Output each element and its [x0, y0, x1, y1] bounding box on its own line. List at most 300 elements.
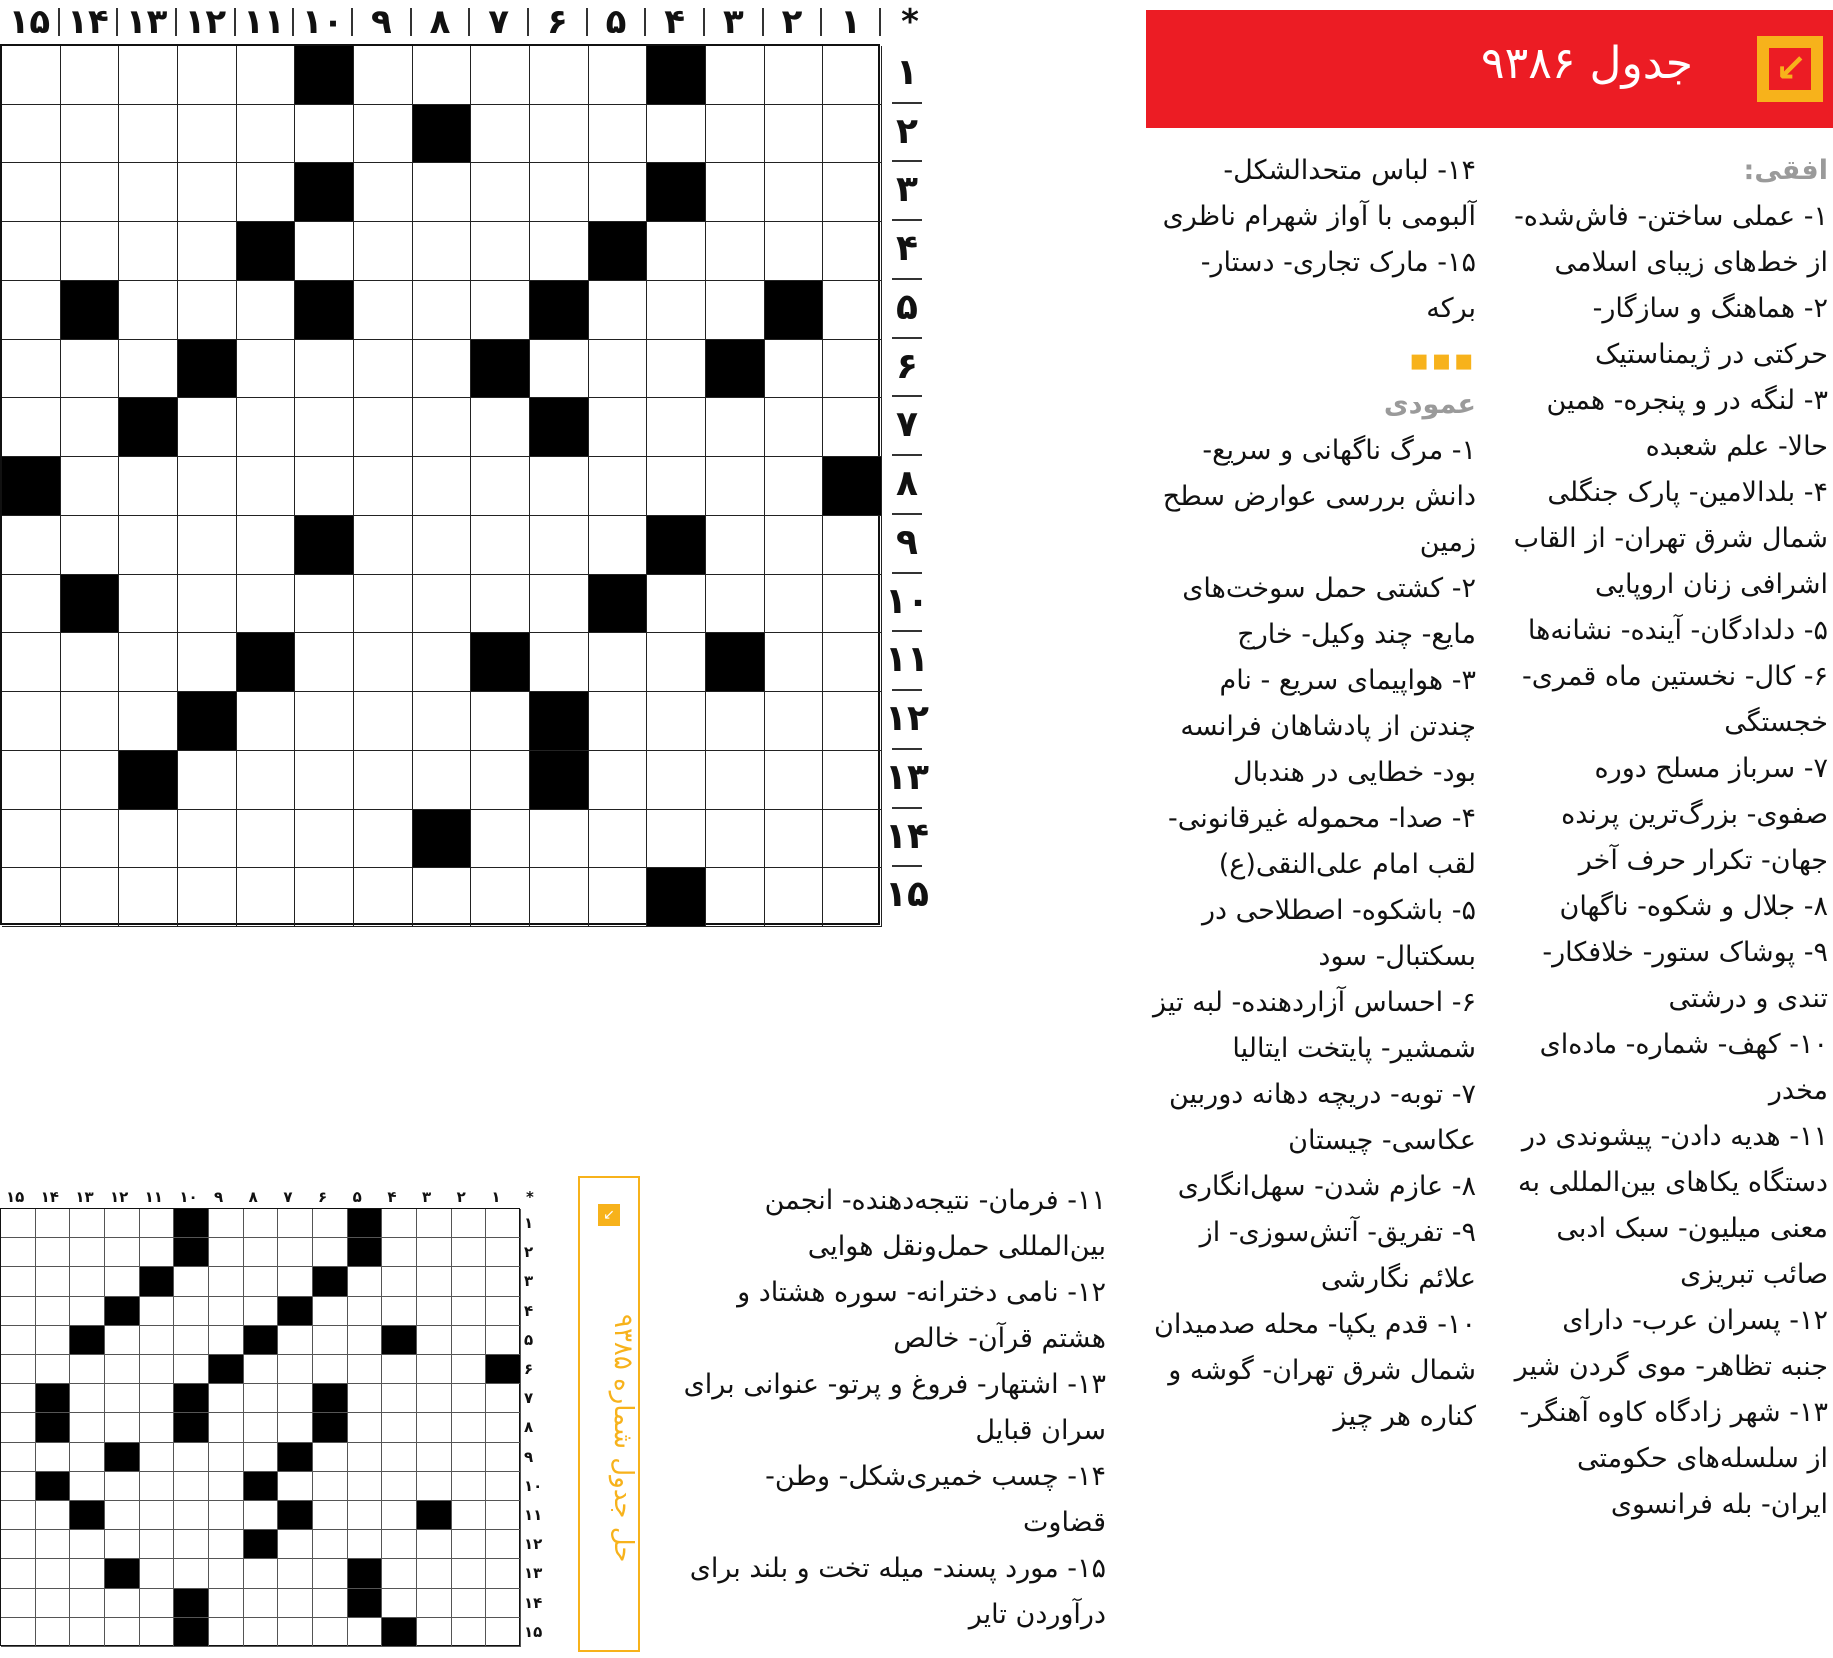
- grid-cell[interactable]: [2, 751, 61, 810]
- grid-cell[interactable]: [2, 105, 61, 164]
- solution-cell: [278, 1530, 313, 1559]
- grid-cell[interactable]: [471, 516, 530, 575]
- grid-cell[interactable]: [2, 810, 61, 869]
- grid-cell[interactable]: [706, 105, 765, 164]
- grid-cell[interactable]: [530, 692, 589, 751]
- grid-cell[interactable]: [823, 46, 882, 105]
- grid-cell[interactable]: [530, 163, 589, 222]
- grid-cell[interactable]: [295, 633, 354, 692]
- grid-cell[interactable]: [61, 751, 120, 810]
- grid-cell[interactable]: [178, 633, 237, 692]
- grid-cell[interactable]: [471, 222, 530, 281]
- grid-cell[interactable]: [237, 105, 296, 164]
- grid-cell[interactable]: [530, 457, 589, 516]
- grid-cell[interactable]: [765, 398, 824, 457]
- grid-cell[interactable]: [61, 105, 120, 164]
- solution-cell: [348, 1559, 383, 1588]
- grid-cell[interactable]: [354, 575, 413, 634]
- grid-cell[interactable]: [119, 868, 178, 927]
- solution-cell: [209, 1530, 244, 1559]
- grid-cell[interactable]: [61, 457, 120, 516]
- grid-cell[interactable]: [237, 516, 296, 575]
- grid-cell[interactable]: [237, 398, 296, 457]
- solution-cell: [313, 1238, 348, 1267]
- grid-cell[interactable]: [295, 751, 354, 810]
- grid-cell[interactable]: [119, 633, 178, 692]
- grid-cell[interactable]: [530, 340, 589, 399]
- grid-cell[interactable]: [413, 868, 472, 927]
- grid-cell[interactable]: [61, 692, 120, 751]
- grid-cell[interactable]: [823, 810, 882, 869]
- grid-cell[interactable]: [413, 105, 472, 164]
- grid-cell[interactable]: [2, 281, 61, 340]
- grid-cell[interactable]: [295, 46, 354, 105]
- grid-cell[interactable]: [295, 281, 354, 340]
- grid-cell[interactable]: [413, 633, 472, 692]
- grid-cell[interactable]: [765, 692, 824, 751]
- grid-cell[interactable]: [823, 398, 882, 457]
- grid-cell[interactable]: [647, 633, 706, 692]
- grid-cell[interactable]: [647, 810, 706, 869]
- grid-cell[interactable]: [471, 457, 530, 516]
- grid-cell[interactable]: [589, 222, 648, 281]
- grid-cell[interactable]: [706, 868, 765, 927]
- solution-cell: [244, 1530, 279, 1559]
- solution-cell: [70, 1326, 105, 1355]
- grid-cell[interactable]: [178, 222, 237, 281]
- grid-cell[interactable]: [471, 751, 530, 810]
- grid-cell[interactable]: [589, 516, 648, 575]
- row-separator: [892, 748, 922, 750]
- solution-row-number: ۶: [524, 1360, 534, 1378]
- grid-cell[interactable]: [2, 516, 61, 575]
- grid-cell[interactable]: [354, 398, 413, 457]
- solution-row-number: ۱۴: [524, 1593, 543, 1612]
- grid-cell[interactable]: [647, 516, 706, 575]
- grid-cell[interactable]: [354, 633, 413, 692]
- solution-cell: [313, 1297, 348, 1326]
- grid-cell[interactable]: [178, 457, 237, 516]
- grid-cell[interactable]: [354, 692, 413, 751]
- grid-cell[interactable]: [530, 810, 589, 869]
- solution-row-number: ۳: [524, 1272, 534, 1291]
- column-number: ۱۴: [67, 2, 109, 42]
- grid-cell[interactable]: [471, 281, 530, 340]
- grid-cell[interactable]: [765, 575, 824, 634]
- grid-cell[interactable]: [765, 516, 824, 575]
- grid-cell[interactable]: [413, 398, 472, 457]
- grid-cell[interactable]: [589, 281, 648, 340]
- grid-cell[interactable]: [706, 633, 765, 692]
- grid-cell[interactable]: [471, 692, 530, 751]
- solution-row-number: ۲: [524, 1243, 534, 1262]
- grid-cell[interactable]: [61, 575, 120, 634]
- grid-cell[interactable]: [237, 222, 296, 281]
- grid-cell[interactable]: [178, 398, 237, 457]
- grid-cell[interactable]: [354, 163, 413, 222]
- grid-cell[interactable]: [295, 575, 354, 634]
- grid-cell[interactable]: [237, 575, 296, 634]
- grid-cell[interactable]: [119, 340, 178, 399]
- grid-cell[interactable]: [237, 281, 296, 340]
- grid-cell[interactable]: [2, 46, 61, 105]
- grid-cell[interactable]: [119, 810, 178, 869]
- grid-cell[interactable]: [178, 810, 237, 869]
- solution-cell: [70, 1297, 105, 1326]
- solution-cell: [174, 1530, 209, 1559]
- grid-cell[interactable]: [471, 398, 530, 457]
- grid-cell[interactable]: [61, 810, 120, 869]
- grid-cell[interactable]: [530, 868, 589, 927]
- solution-cell: [486, 1355, 521, 1384]
- grid-cell[interactable]: [61, 46, 120, 105]
- grid-cell[interactable]: [237, 868, 296, 927]
- solution-cell: [174, 1559, 209, 1588]
- grid-cell[interactable]: [354, 810, 413, 869]
- row-number: ۷: [896, 404, 918, 446]
- grid-cell[interactable]: [589, 868, 648, 927]
- solution-cell: [105, 1472, 140, 1501]
- grid-cell[interactable]: [765, 105, 824, 164]
- grid-cell[interactable]: [530, 633, 589, 692]
- solution-cell: [36, 1355, 71, 1384]
- grid-cell[interactable]: [61, 163, 120, 222]
- grid-cell[interactable]: [119, 516, 178, 575]
- grid-cell[interactable]: [471, 868, 530, 927]
- grid-cell[interactable]: [413, 810, 472, 869]
- grid-cell[interactable]: [413, 281, 472, 340]
- solution-cell: [244, 1355, 279, 1384]
- grid-cell[interactable]: [823, 281, 882, 340]
- grid-cell[interactable]: [295, 163, 354, 222]
- grid-cell[interactable]: [2, 222, 61, 281]
- solution-row-number: ۱۲: [524, 1535, 543, 1554]
- grid-cell[interactable]: [823, 340, 882, 399]
- solution-cell: [313, 1589, 348, 1618]
- grid-cell[interactable]: [589, 575, 648, 634]
- solution-cell: [382, 1472, 417, 1501]
- grid-cell[interactable]: [765, 340, 824, 399]
- grid-cell[interactable]: [61, 633, 120, 692]
- solution-cell: [209, 1209, 244, 1238]
- grid-cell[interactable]: [119, 751, 178, 810]
- grid-cell[interactable]: [61, 281, 120, 340]
- grid-cell[interactable]: [706, 692, 765, 751]
- solution-cell: [140, 1355, 175, 1384]
- grid-cell[interactable]: [237, 633, 296, 692]
- solution-cell: [486, 1209, 521, 1238]
- grid-cell[interactable]: [413, 751, 472, 810]
- grid-cell[interactable]: [706, 340, 765, 399]
- solution-cell: [244, 1472, 279, 1501]
- grid-cell[interactable]: [647, 46, 706, 105]
- grid-cell[interactable]: [647, 281, 706, 340]
- grid-cell[interactable]: [354, 222, 413, 281]
- grid-cell[interactable]: [413, 692, 472, 751]
- solution-cell: [174, 1238, 209, 1267]
- grid-cell[interactable]: [61, 222, 120, 281]
- grid-cell[interactable]: [530, 575, 589, 634]
- solution-cell: [140, 1559, 175, 1588]
- grid-cell[interactable]: [61, 398, 120, 457]
- grid-cell[interactable]: [647, 340, 706, 399]
- row-number: ۳: [896, 169, 918, 211]
- grid-cell[interactable]: [765, 633, 824, 692]
- solution-cell: [382, 1209, 417, 1238]
- grid-cell[interactable]: [765, 281, 824, 340]
- grid-cell[interactable]: [589, 810, 648, 869]
- grid-cell[interactable]: [413, 575, 472, 634]
- grid-cell[interactable]: [119, 163, 178, 222]
- grid-cell[interactable]: [178, 46, 237, 105]
- solution-cell: [209, 1355, 244, 1384]
- grid-cell[interactable]: [237, 751, 296, 810]
- grid-cell[interactable]: [295, 692, 354, 751]
- solution-cell: [382, 1501, 417, 1530]
- solution-cell: [417, 1326, 452, 1355]
- grid-cell[interactable]: [2, 163, 61, 222]
- solution-cell: [382, 1297, 417, 1326]
- grid-cell[interactable]: [706, 163, 765, 222]
- solution-cell: [452, 1355, 487, 1384]
- grid-cell[interactable]: [413, 516, 472, 575]
- grid-cell[interactable]: [354, 105, 413, 164]
- solution-cell: [452, 1618, 487, 1647]
- grid-cell[interactable]: [589, 692, 648, 751]
- solution-row-number: ۱: [524, 1214, 534, 1232]
- grid-cell[interactable]: [647, 751, 706, 810]
- grid-cell[interactable]: [119, 692, 178, 751]
- grid-cell[interactable]: [647, 105, 706, 164]
- grid-cell[interactable]: [237, 810, 296, 869]
- grid-cell[interactable]: [471, 340, 530, 399]
- grid-cell[interactable]: [823, 105, 882, 164]
- grid-cell[interactable]: [119, 398, 178, 457]
- solution-cell: [36, 1559, 71, 1588]
- grid-cell[interactable]: [413, 163, 472, 222]
- solution-cell: [70, 1209, 105, 1238]
- grid-cell[interactable]: [647, 868, 706, 927]
- grid-cell[interactable]: [589, 398, 648, 457]
- grid-cell[interactable]: [61, 516, 120, 575]
- grid-cell[interactable]: [295, 810, 354, 869]
- grid-cell[interactable]: [2, 633, 61, 692]
- grid-cell[interactable]: [237, 692, 296, 751]
- grid-cell[interactable]: [765, 457, 824, 516]
- solution-cell: [486, 1472, 521, 1501]
- grid-cell[interactable]: [2, 868, 61, 927]
- solution-cell: [313, 1355, 348, 1384]
- solution-cell: [382, 1559, 417, 1588]
- grid-cell[interactable]: [765, 46, 824, 105]
- grid-cell[interactable]: [706, 222, 765, 281]
- grid-cell[interactable]: [178, 692, 237, 751]
- grid-cell[interactable]: [471, 163, 530, 222]
- grid-cell[interactable]: [647, 692, 706, 751]
- grid-cell[interactable]: [354, 457, 413, 516]
- grid-cell[interactable]: [706, 810, 765, 869]
- grid-cell[interactable]: [647, 575, 706, 634]
- grid-cell[interactable]: [706, 46, 765, 105]
- grid-cell[interactable]: [295, 516, 354, 575]
- grid-cell[interactable]: [295, 868, 354, 927]
- grid-cell[interactable]: [823, 692, 882, 751]
- grid-cell[interactable]: [178, 575, 237, 634]
- solution-cell: [105, 1589, 140, 1618]
- grid-cell[interactable]: [823, 575, 882, 634]
- grid-cell[interactable]: [647, 398, 706, 457]
- solution-cell: [417, 1501, 452, 1530]
- solution-cell: [417, 1472, 452, 1501]
- grid-cell[interactable]: [530, 516, 589, 575]
- grid-cell[interactable]: [589, 46, 648, 105]
- grid-cell[interactable]: [237, 457, 296, 516]
- grid-cell[interactable]: [530, 398, 589, 457]
- grid-cell[interactable]: [413, 46, 472, 105]
- across-clue-4: ۴- بلدالامین- پارک جنگلی شمال شرق تهران- از القاب اشرافی زنان اروپایی: [1513, 477, 1828, 600]
- grid-cell[interactable]: [119, 46, 178, 105]
- grid-cell[interactable]: [823, 163, 882, 222]
- grid-cell[interactable]: [471, 633, 530, 692]
- grid-cell[interactable]: [823, 516, 882, 575]
- solution-column-number: ۱۲: [110, 1188, 129, 1206]
- grid-cell[interactable]: [765, 810, 824, 869]
- solution-cell: [36, 1589, 71, 1618]
- grid-cell[interactable]: [119, 281, 178, 340]
- solution-cell: [1, 1501, 36, 1530]
- solution-cell: [348, 1297, 383, 1326]
- grid-cell[interactable]: [119, 105, 178, 164]
- grid-cell[interactable]: [706, 516, 765, 575]
- grid-cell[interactable]: [823, 633, 882, 692]
- grid-cell[interactable]: [413, 340, 472, 399]
- grid-cell[interactable]: [589, 457, 648, 516]
- grid-cell[interactable]: [706, 751, 765, 810]
- solution-cell: [36, 1267, 71, 1296]
- grid-cell[interactable]: [765, 868, 824, 927]
- grid-cell[interactable]: [354, 516, 413, 575]
- grid-cell[interactable]: [413, 222, 472, 281]
- grid-cell[interactable]: [61, 868, 120, 927]
- grid-cell[interactable]: [2, 575, 61, 634]
- solution-cell: [313, 1326, 348, 1355]
- solution-cell: [140, 1472, 175, 1501]
- grid-cell[interactable]: [354, 868, 413, 927]
- row-separator: [892, 219, 922, 221]
- grid-cell[interactable]: [530, 46, 589, 105]
- grid-cell[interactable]: [178, 340, 237, 399]
- grid-cell[interactable]: [295, 398, 354, 457]
- down-clue-15: ۱۵- مورد پسند- میله تخت و بلند برای درآوردن تایر: [689, 1553, 1106, 1630]
- brand-logo-icon: ↙: [1757, 36, 1823, 102]
- column-number: ۹: [370, 2, 392, 42]
- grid-cell[interactable]: [530, 105, 589, 164]
- grid-cell[interactable]: [706, 398, 765, 457]
- grid-cell[interactable]: [354, 46, 413, 105]
- across-clue-11: ۱۱- هدیه دادن- پیشوندی در دستگاه یکاهای بین‌المللی به معنی میلیون- سبک ادبی صائب تبریزی: [1518, 1121, 1828, 1290]
- grid-cell[interactable]: [178, 105, 237, 164]
- grid-cell[interactable]: [295, 340, 354, 399]
- grid-cell[interactable]: [765, 163, 824, 222]
- grid-cell[interactable]: [765, 751, 824, 810]
- grid-cell[interactable]: [354, 751, 413, 810]
- grid-cell[interactable]: [706, 457, 765, 516]
- solution-cell: [313, 1209, 348, 1238]
- grid-cell[interactable]: [237, 163, 296, 222]
- grid-cell[interactable]: [471, 105, 530, 164]
- grid-cell[interactable]: [237, 46, 296, 105]
- grid-cell[interactable]: [765, 222, 824, 281]
- solution-cell: [70, 1413, 105, 1442]
- grid-cell[interactable]: [178, 281, 237, 340]
- across-clue-6: ۶- کال- نخستین ماه قمری- خجستگی: [1521, 661, 1828, 738]
- grid-cell[interactable]: [2, 340, 61, 399]
- grid-cell[interactable]: [354, 281, 413, 340]
- solution-cell: [278, 1209, 313, 1238]
- grid-cell[interactable]: [178, 868, 237, 927]
- grid-cell[interactable]: [471, 575, 530, 634]
- grid-cell[interactable]: [823, 222, 882, 281]
- solution-cell: [417, 1443, 452, 1472]
- grid-cell[interactable]: [530, 222, 589, 281]
- grid-cell[interactable]: [530, 281, 589, 340]
- grid-cell[interactable]: [119, 222, 178, 281]
- grid-cell[interactable]: [413, 457, 472, 516]
- grid-cell[interactable]: [589, 105, 648, 164]
- solution-cell: [417, 1413, 452, 1442]
- grid-cell[interactable]: [589, 163, 648, 222]
- solution-cell: [348, 1413, 383, 1442]
- grid-cell[interactable]: [2, 398, 61, 457]
- grid-cell[interactable]: [295, 105, 354, 164]
- grid-cell[interactable]: [823, 457, 882, 516]
- grid-cell[interactable]: [823, 868, 882, 927]
- grid-cell[interactable]: [295, 457, 354, 516]
- solution-cell: [244, 1413, 279, 1442]
- grid-cell[interactable]: [178, 516, 237, 575]
- grid-cell[interactable]: [471, 810, 530, 869]
- grid-cell[interactable]: [2, 692, 61, 751]
- column-separator: [879, 8, 881, 36]
- solution-column-number: ۶: [318, 1188, 328, 1206]
- solution-cell: [36, 1443, 71, 1472]
- grid-cell[interactable]: [178, 163, 237, 222]
- grid-cell[interactable]: [647, 222, 706, 281]
- grid-cell[interactable]: [647, 457, 706, 516]
- grid-cell[interactable]: [706, 575, 765, 634]
- grid-cell[interactable]: [2, 457, 61, 516]
- across-heading: افقی:: [1743, 155, 1828, 186]
- down-clue-9: ۹- تفریق- آتش‌سوزی- از علائم نگارشی: [1199, 1217, 1476, 1294]
- grid-cell[interactable]: [295, 222, 354, 281]
- grid-cell[interactable]: [530, 751, 589, 810]
- grid-cell[interactable]: [471, 46, 530, 105]
- grid-cell[interactable]: [61, 340, 120, 399]
- grid-cell[interactable]: [178, 751, 237, 810]
- grid-cell[interactable]: [589, 340, 648, 399]
- grid-cell[interactable]: [354, 340, 413, 399]
- grid-cell[interactable]: [647, 163, 706, 222]
- grid-cell[interactable]: [589, 751, 648, 810]
- grid-cell[interactable]: [589, 633, 648, 692]
- grid-cell[interactable]: [237, 340, 296, 399]
- grid-cell[interactable]: [119, 575, 178, 634]
- grid-cell[interactable]: [706, 281, 765, 340]
- solution-cell: [348, 1530, 383, 1559]
- grid-cell[interactable]: [823, 751, 882, 810]
- row-separator: [892, 102, 922, 104]
- grid-cell[interactable]: [119, 457, 178, 516]
